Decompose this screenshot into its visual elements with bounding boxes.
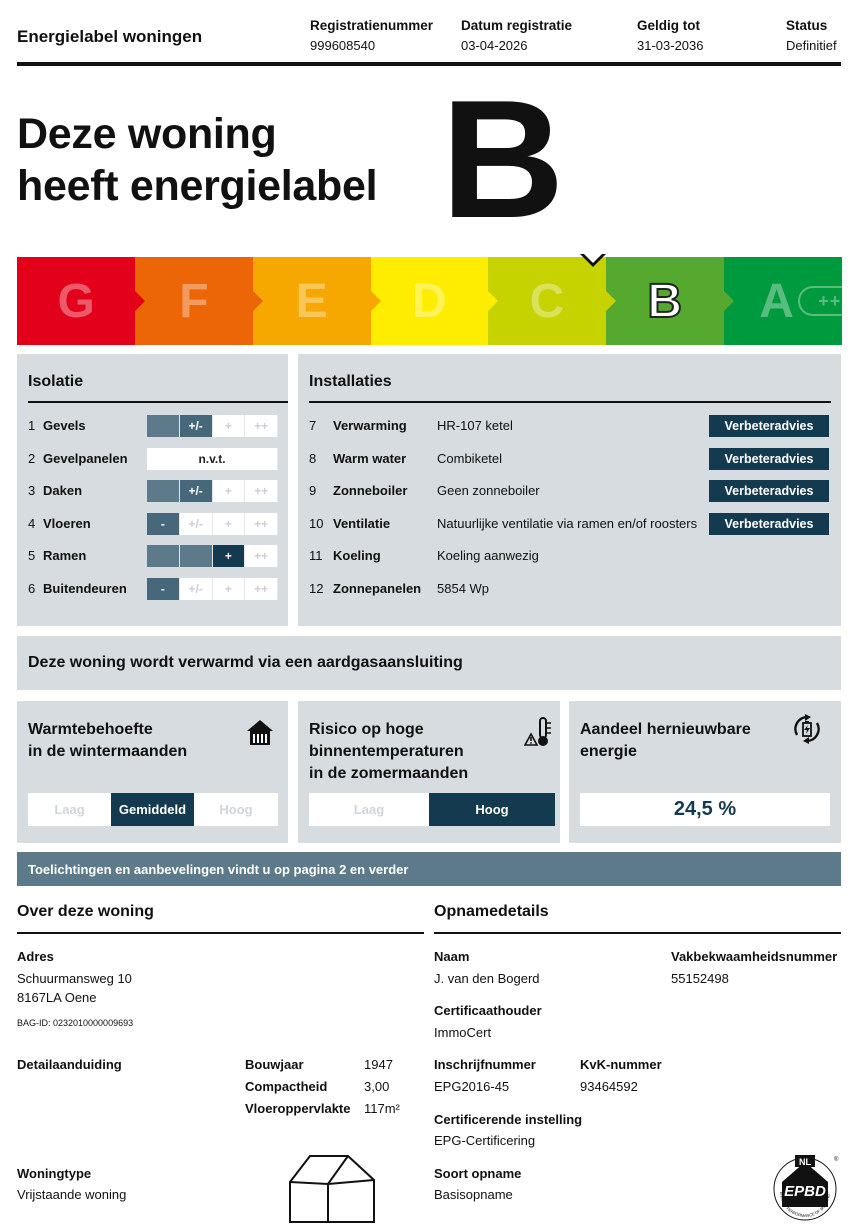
address-street: Schuurmansweg 10 bbox=[17, 971, 132, 986]
isolatie-row-gevels bbox=[28, 415, 86, 437]
row-name: Daken bbox=[43, 483, 83, 498]
verbeteradvies-button[interactable]: Verbeteradvies bbox=[709, 480, 829, 502]
radiator-house-icon bbox=[245, 718, 275, 748]
compactheid-value: 3,00 bbox=[364, 1079, 390, 1094]
bouwjaar-label: Bouwjaar bbox=[245, 1057, 304, 1072]
verbeteradvies-button[interactable]: Verbeteradvies bbox=[709, 415, 829, 437]
isolatie-scale bbox=[147, 480, 278, 502]
installatie-row bbox=[309, 513, 831, 535]
certificaathouder-label: Certificaathouder bbox=[434, 1003, 542, 1018]
verbeteradvies-button[interactable]: Verbeteradvies bbox=[709, 513, 829, 535]
scale-cell: - bbox=[147, 578, 180, 600]
address-label: Adres bbox=[17, 949, 54, 964]
woningtype-value: Vrijstaande woning bbox=[17, 1187, 127, 1202]
scale-cell bbox=[180, 545, 213, 567]
row-name: Vloeren bbox=[43, 515, 91, 531]
isolatie-scale bbox=[147, 545, 278, 567]
row-description: Natuurlijke ventilatie via ramen en/of roosters bbox=[437, 515, 698, 531]
warmtebehoefte-panel bbox=[17, 701, 288, 843]
scale-cell: ++ bbox=[245, 480, 278, 502]
scale-cell bbox=[147, 415, 180, 437]
row-name: Warm water bbox=[333, 450, 407, 466]
label-letter: F bbox=[179, 275, 209, 328]
address-city: 8167LA Oene bbox=[17, 990, 97, 1005]
label-segment-f bbox=[135, 257, 253, 345]
option-gemiddeld: Gemiddeld bbox=[111, 793, 194, 826]
row-name: Ventilatie bbox=[333, 515, 391, 531]
option-laag: Laag bbox=[309, 793, 429, 826]
scale-cell: +/- bbox=[180, 513, 213, 535]
option-laag: Laag bbox=[28, 793, 111, 826]
scale-cell: ++ bbox=[245, 513, 278, 535]
soort-opname-value: Basisopname bbox=[434, 1187, 513, 1202]
isolatie-scale bbox=[147, 448, 278, 470]
scale-cell: ++ bbox=[245, 415, 278, 437]
row-number: 6 bbox=[28, 580, 36, 596]
scale-cell: - bbox=[147, 513, 180, 535]
divider bbox=[28, 401, 288, 403]
isolatie-panel bbox=[17, 354, 288, 626]
registration-number: Registratienummer 999608540 bbox=[310, 18, 434, 53]
kvk-label: KvK-nummer bbox=[580, 1057, 662, 1072]
valid-until: Geldig tot 31-03-2036 bbox=[637, 18, 704, 53]
scale-cell: + bbox=[213, 545, 246, 567]
row-name: Gevelpanelen bbox=[43, 450, 128, 466]
installaties-title: Installaties bbox=[309, 373, 392, 390]
logo-ring-text: ENERGY PERFORMANCE OF BUILDING bbox=[778, 1191, 831, 1219]
svg-text:®: ® bbox=[834, 1157, 839, 1163]
verbeteradvies-button[interactable]: Verbeteradvies bbox=[709, 448, 829, 470]
gas-connection-note: Deze woning wordt verwarmd via een aardgasaansluiting bbox=[17, 636, 841, 690]
scale-cell: ++ bbox=[245, 545, 278, 567]
row-name: Zonnepanelen bbox=[333, 580, 422, 596]
row-description: Combiketel bbox=[437, 450, 503, 466]
label-letter: D bbox=[411, 275, 447, 328]
explanation-note: Toelichtingen en aanbevelingen vindt u op pagina 2 en verder bbox=[17, 852, 841, 886]
warmtebehoefte-scale bbox=[28, 793, 278, 826]
option-hoog: Hoog bbox=[194, 793, 278, 826]
isolatie-row-ramen bbox=[28, 545, 86, 567]
label-segment-g bbox=[17, 257, 135, 345]
detail-label: Detailaanduiding bbox=[17, 1057, 122, 1072]
row-number: 7 bbox=[309, 418, 317, 433]
row-number: 3 bbox=[28, 483, 36, 498]
row-name: Gevels bbox=[43, 418, 86, 433]
scale-cell: + bbox=[213, 578, 246, 600]
scale-cell: + bbox=[213, 513, 246, 535]
isolatie-row-buitendeuren bbox=[28, 578, 127, 600]
scale-cell: ++ bbox=[245, 578, 278, 600]
scale-value: n.v.t. bbox=[147, 448, 278, 470]
isolatie-scale bbox=[147, 415, 278, 437]
label-segment-c bbox=[488, 257, 606, 345]
soort-opname-label: Soort opname bbox=[434, 1166, 522, 1181]
energy-label-scale bbox=[17, 257, 865, 345]
installatie-row bbox=[309, 415, 831, 437]
bouwjaar-value: 1947 bbox=[364, 1057, 393, 1072]
row-name: Ramen bbox=[43, 548, 87, 563]
row-description: Geen zonneboiler bbox=[437, 483, 540, 498]
row-number: 1 bbox=[28, 418, 36, 433]
row-description: 5854 Wp bbox=[437, 580, 490, 596]
row-description: Koeling aanwezig bbox=[437, 548, 539, 563]
label-segment-b bbox=[606, 257, 724, 345]
option-hoog: Hoog bbox=[429, 793, 555, 826]
label-letter: C bbox=[529, 275, 565, 328]
divider bbox=[17, 932, 424, 934]
row-name: Koeling bbox=[333, 548, 381, 563]
installatie-row bbox=[309, 545, 831, 567]
label-segment-a bbox=[723, 257, 865, 345]
row-name: Buitendeuren bbox=[43, 580, 127, 596]
certificaathouder-value: ImmoCert bbox=[434, 1025, 492, 1040]
house-outline-icon bbox=[286, 1152, 378, 1229]
vloeroppervlakte-label: Vloeroppervlakte bbox=[245, 1101, 351, 1116]
isolatie-scale bbox=[147, 513, 278, 535]
row-number: 10 bbox=[309, 515, 324, 531]
isolatie-row-gevelpanelen bbox=[28, 448, 128, 470]
plus-badge: ++++ bbox=[798, 286, 867, 316]
isolatie-row-vloeren bbox=[28, 513, 91, 535]
scale-cell: +/- bbox=[180, 415, 213, 437]
scale-cell: +/- bbox=[180, 480, 213, 502]
vakbekwaamheid-label: Vakbekwaamheidsnummer bbox=[671, 949, 838, 964]
row-name: Verwarming bbox=[333, 418, 407, 433]
label-letter: A bbox=[759, 275, 794, 328]
scale-cell: +/- bbox=[180, 578, 213, 600]
label-segment-d bbox=[370, 257, 488, 345]
row-number: 2 bbox=[28, 450, 36, 466]
compactheid-label: Compactheid bbox=[245, 1079, 328, 1094]
header bbox=[17, 14, 841, 66]
bag-id: BAG-ID: 0232010000009693 bbox=[17, 1018, 134, 1028]
installatie-row bbox=[309, 480, 831, 502]
epbd-logo bbox=[770, 1152, 840, 1227]
renewable-energy-icon bbox=[791, 713, 821, 743]
divider bbox=[309, 401, 831, 403]
row-number: 8 bbox=[309, 450, 317, 466]
scale-cell: + bbox=[213, 480, 246, 502]
woningtype-label: Woningtype bbox=[17, 1166, 92, 1181]
thermometer-warning-icon bbox=[524, 716, 554, 746]
isolatie-title: Isolatie bbox=[28, 373, 84, 390]
label-letter: E bbox=[295, 275, 328, 328]
scale-cell bbox=[147, 545, 180, 567]
instelling-value: EPG-Certificering bbox=[434, 1133, 536, 1148]
instelling-label: Certificerende instelling bbox=[434, 1112, 583, 1127]
row-number: 11 bbox=[309, 548, 323, 563]
installaties-panel bbox=[298, 354, 841, 626]
isolatie-scale bbox=[147, 578, 278, 600]
inschrijfnummer-label: Inschrijfnummer bbox=[434, 1057, 536, 1072]
risico-scale bbox=[309, 793, 555, 826]
risico-panel bbox=[298, 701, 560, 843]
naam-label: Naam bbox=[434, 949, 470, 964]
registration-date: Datum registratie 03-04-2026 bbox=[461, 18, 573, 53]
woning-section-title: Over deze woning bbox=[17, 903, 154, 920]
warmtebehoefte-title: Warmtebehoefte in de wintermaanden bbox=[28, 721, 188, 760]
inschrijfnummer-value: EPG2016-45 bbox=[434, 1079, 510, 1094]
divider bbox=[434, 932, 841, 934]
hernieuwbaar-title: Aandeel hernieuwbare energie bbox=[580, 721, 751, 760]
logo-top-text: NL bbox=[799, 1157, 811, 1167]
hernieuwbaar-panel bbox=[569, 701, 841, 843]
logo-main-text: EPBD bbox=[784, 1183, 826, 1200]
label-pointer-icon bbox=[580, 254, 606, 267]
renewable-share-value: 24,5 % bbox=[580, 793, 830, 826]
row-number: 12 bbox=[309, 580, 324, 596]
vakbekwaamheid-value: 55152498 bbox=[671, 971, 729, 986]
opname-section-title: Opnamedetails bbox=[434, 903, 549, 920]
hero-heading: Deze woning heeft energielabel bbox=[17, 110, 378, 210]
installatie-row bbox=[309, 578, 831, 600]
label-letter: G bbox=[57, 275, 95, 328]
row-name: Zonneboiler bbox=[333, 483, 408, 498]
label-letter: B bbox=[647, 275, 683, 328]
energy-label-letter: B bbox=[440, 65, 565, 253]
isolatie-row-daken bbox=[28, 480, 82, 502]
installatie-row bbox=[309, 448, 831, 470]
row-number: 9 bbox=[309, 483, 317, 498]
row-number: 5 bbox=[28, 548, 36, 563]
naam-value: J. van den Bogerd bbox=[434, 971, 540, 986]
scale-cell bbox=[147, 480, 180, 502]
document-title: Energielabel woningen bbox=[17, 27, 203, 46]
vloeroppervlakte-value: 117m² bbox=[364, 1101, 400, 1116]
row-number: 4 bbox=[28, 515, 36, 531]
row-description: HR-107 ketel bbox=[437, 418, 513, 433]
risico-title: Risico op hoge binnentemperaturen in de zomermaanden bbox=[309, 721, 469, 782]
label-segment-e bbox=[252, 257, 370, 345]
kvk-value: 93464592 bbox=[580, 1079, 638, 1094]
scale-cell: + bbox=[213, 415, 246, 437]
status: Status Definitief bbox=[786, 18, 837, 53]
